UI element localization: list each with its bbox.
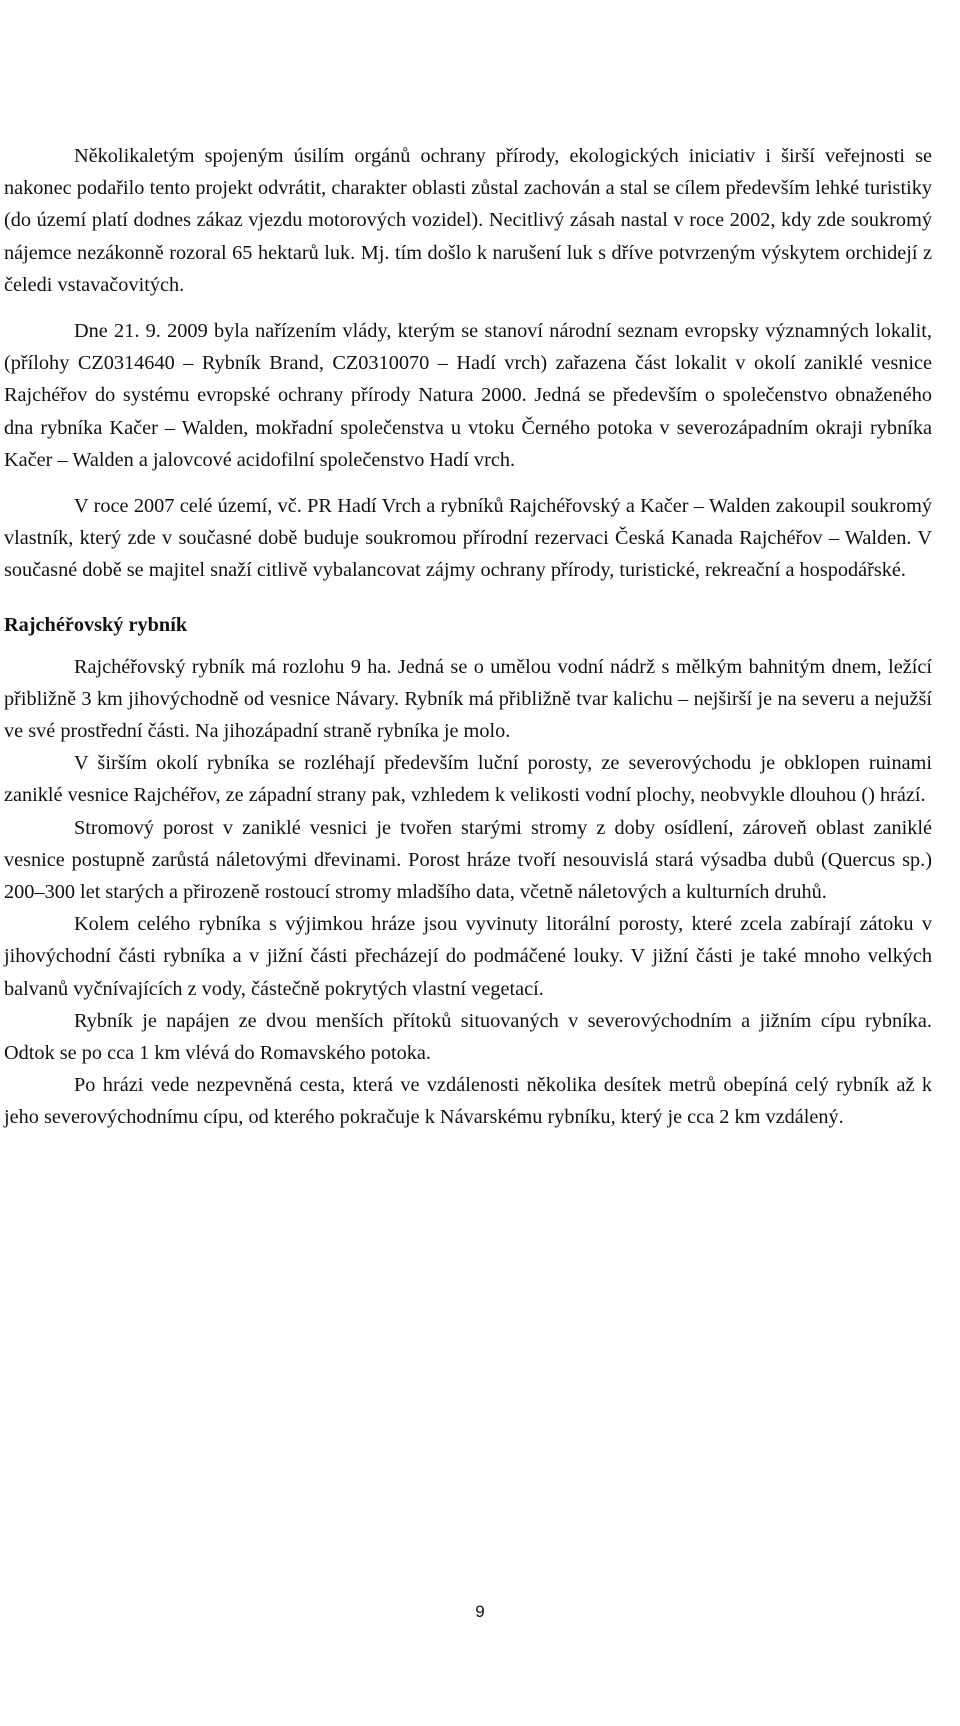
intro-paragraph-3: V roce 2007 celé území, vč. PR Hadí Vrch a rybníků Rajchéřovský a Kačer – Walden zakoupil soukromý vlastník, který zde v současné době buduje soukromou přírodní rezervaci Česká Kanada Rajchéřov – Walden. V současné době se majitel snaží citlivě vybalancovat zájmy ochrany přírody, turistické, rekreační a hospodářské. [4,495,932,582]
section-paragraph-2: V širším okolí rybníka se rozléhají především luční porosty, ze severovýchodu je obklopen ruinami zaniklé vesnice Rajchéřov, ze západní strany pak, vzhledem k velikosti vodní plochy, neobvykle dlouhou () hrází. [4,752,932,807]
section-paragraph-1: Rajchéřovský rybník má rozlohu 9 ha. Jedná se o umělou vodní nádrž s mělkým bahnitým dnem, ležící přibližně 3 km jihovýchodně od vesnice Návary. Rybník má přibližně tvar kalichu – nejširší je na severu a nejužší ve své prostřední části. Na jihozápadní straně rybníka je molo. [4,655,932,743]
section-heading: Rajchéřovský rybník [4,613,188,636]
section-paragraph-3: Stromový porost v zaniklé vesnici je tvořen starými stromy z doby osídlení, zároveň oblast zaniklé vesnice postupně zarůstá náletovými dřevinami. Porost hráze tvoří nesouvislá stará výsadba dubů (Quercus sp.) 200–300 let starých a přirozeně rostoucí stromy mladšího data, včetně náletových a kulturních druhů. [4,816,932,904]
intro-paragraph-1: Několikaletým spojeným úsilím orgánů ochrany přírody, ekologických iniciativ i širší veřejnosti se nakonec podařilo tento projekt odvrátit, charakter oblasti zůstal zachován a stal se cílem především lehké turistiky (do území platí dodnes zákaz vjezdu motorových vozidel). Necitlivý zásah nastal v roce 2002, kdy zde soukromý nájemce nezákonně rozoral 65 hektarů luk. Mj. tím došlo k narušení luk s dříve potvrzeným výskytem orchidejí z čeledi vstavačovitých. [4,145,932,296]
page-number: 9 [475,1602,485,1621]
page-body [4,140,932,1134]
section-paragraph-6: Po hrázi vede nezpevněná cesta, která ve vzdálenosti několika desítek metrů obepíná celý rybník až k jeho severovýchodnímu cípu, od kterého pokračuje k Návarskému rybníku, který je cca 2 km vzdálený. [4,1074,932,1129]
section-paragraph-4: Kolem celého rybníka s výjimkou hráze jsou vyvinuty litorální porosty, které zcela zabírají zátoku v jihovýchodní části rybníka a v jižní části přecházejí do podmáčené louky. V jižní části je také mnoho velkých balvanů vyčnívajících z vody, částečně pokrytých vlastní vegetací. [4,913,932,1000]
intro-paragraph-2: Dne 21. 9. 2009 byla nařízením vlády, kterým se stanoví národní seznam evropsky významných lokalit, (přílohy CZ0314640 – Rybník Brand, CZ0310070 – Hadí vrch) zařazena část lokalit v okolí zaniklé vesnice Rajchéřov do systému evropské ochrany přírody Natura 2000. Jedná se především o společenstvo obnaženého dna rybníka Kačer – Walden, mokřadní společenstva u vtoku Černého potoka v severozápadním okraji rybníka Kačer – Walden a jalovcové acidofilní společenstvo Hadí vrch. [4,320,932,471]
section-paragraph-5: Rybník je napájen ze dvou menších přítoků situovaných v severovýchodním a jižním cípu rybníka. Odtok se po cca 1 km vlévá do Romavského potoka. [4,1009,932,1065]
